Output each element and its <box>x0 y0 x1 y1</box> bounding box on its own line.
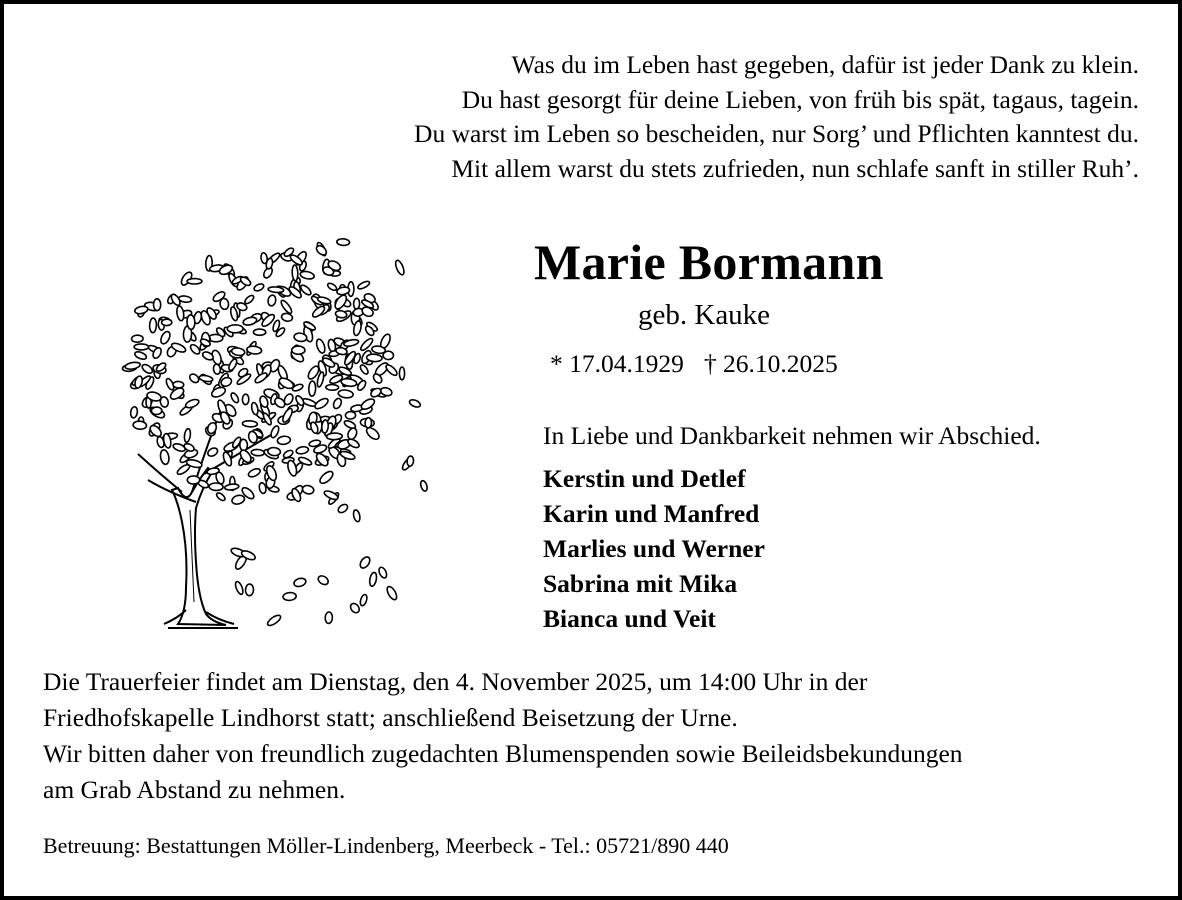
leaf <box>349 602 361 615</box>
leaf <box>247 467 261 478</box>
leaf <box>366 354 382 362</box>
service-line: am Grab Abstand zu nehmen. <box>43 775 346 804</box>
deceased-name: Marie Bormann <box>534 234 884 290</box>
leaf <box>326 384 339 390</box>
leaf <box>184 398 200 410</box>
leaf <box>277 436 291 446</box>
leaf <box>268 286 284 293</box>
poem <box>414 48 1139 186</box>
leaf <box>176 306 185 322</box>
leaf <box>377 566 388 579</box>
leaf <box>184 428 192 442</box>
mourner: Sabrina mit Mika <box>543 569 738 598</box>
leaf <box>130 406 138 418</box>
leaf <box>187 315 196 330</box>
poem-line: Du warst im Leben so bescheiden, nur Sorg’ und Pflichten kanntest du. <box>414 119 1139 148</box>
farewell-text: In Liebe und Dankbarkeit nehmen wir Abschied. <box>543 421 1041 450</box>
leaf <box>309 381 316 396</box>
leaf <box>318 469 335 485</box>
leaf <box>206 446 219 457</box>
leaf <box>338 389 354 398</box>
leaf <box>231 494 246 506</box>
leaf <box>242 394 249 405</box>
leaf <box>188 372 200 384</box>
leaf <box>317 574 330 586</box>
leaf <box>292 346 305 354</box>
leaf <box>227 325 243 333</box>
leaf <box>286 459 298 477</box>
leaf <box>347 438 361 450</box>
leaf <box>419 480 428 492</box>
leaf <box>407 456 414 467</box>
leaf <box>173 381 184 388</box>
leaf <box>210 386 226 399</box>
leaf <box>357 280 371 290</box>
leaf <box>141 363 154 375</box>
leaf <box>369 572 378 587</box>
death-date: † 26.10.2025 <box>703 349 838 378</box>
leaf <box>215 491 226 501</box>
leaf <box>323 489 339 501</box>
leaf <box>293 577 307 588</box>
leaf <box>296 446 309 455</box>
leaf <box>125 361 141 370</box>
leaf <box>384 363 398 377</box>
leaf <box>162 319 172 326</box>
leaf <box>230 392 240 404</box>
poem-line: Mit allem warst du stets zufrieden, nun schlafe sanft in stiller Ruh’. <box>451 153 1139 183</box>
leaf <box>352 509 361 522</box>
service-info <box>43 664 963 808</box>
life-dates <box>550 349 838 379</box>
leaf <box>292 265 298 281</box>
leaf <box>359 364 370 376</box>
leaf <box>134 350 148 360</box>
leaf <box>326 282 337 292</box>
leaf <box>242 316 257 326</box>
leaf <box>199 374 213 382</box>
poem-line: Du hast gesorgt für deine Lieben, von früh bis spät, tagaus, tagein. <box>461 84 1139 114</box>
leaf <box>267 295 276 307</box>
leaf <box>149 318 156 333</box>
leaf <box>266 613 282 627</box>
leaf <box>213 364 221 375</box>
leaf <box>170 293 182 307</box>
leaf <box>187 476 199 484</box>
leaf <box>313 397 329 411</box>
leaf <box>326 433 342 440</box>
leaf <box>337 503 349 515</box>
leaf <box>187 279 202 284</box>
leaf <box>281 313 293 323</box>
leaf <box>279 299 293 315</box>
leaf <box>131 335 143 342</box>
leaf <box>353 298 359 309</box>
leaf <box>151 407 162 415</box>
mourner: Kerstin und Detlef <box>543 464 746 493</box>
leaf <box>343 419 356 429</box>
leaf <box>245 584 254 596</box>
leaf <box>159 330 172 345</box>
mourner: Bianca und Veit <box>543 604 716 633</box>
leaf <box>242 420 257 427</box>
leaf <box>253 329 265 335</box>
leaf <box>267 447 280 456</box>
leaf <box>234 581 244 596</box>
windblown-tree-icon <box>108 192 438 637</box>
leaf <box>321 420 329 434</box>
leaf <box>365 417 372 428</box>
leaf <box>358 555 372 570</box>
mourner: Marlies und Werner <box>543 534 765 563</box>
leaf <box>345 412 355 420</box>
leaf <box>360 397 377 411</box>
leaf <box>253 283 265 293</box>
service-line: Wir bitten daher von freundlich zugedachten Blumenspenden sowie Beileidsbekundungen <box>43 739 963 768</box>
leaf <box>224 483 239 490</box>
leaf <box>251 402 259 415</box>
leaf <box>270 425 281 439</box>
leaf <box>385 585 398 601</box>
leaf <box>283 592 297 601</box>
leaf <box>337 238 350 245</box>
leaf <box>399 367 404 380</box>
leaf <box>227 358 238 372</box>
mourners-list <box>543 461 765 636</box>
leaf <box>302 485 315 495</box>
leaf <box>325 612 333 624</box>
leaf <box>251 449 264 456</box>
leaf <box>159 449 170 465</box>
leaf <box>189 343 202 356</box>
birth-date: * 17.04.1929 <box>550 349 684 378</box>
poem-line: Was du im Leben hast gegeben, dafür ist jeder Dank zu klein. <box>511 50 1139 79</box>
service-line: Friedhofskapelle Lindhorst statt; anschließend Beisetzung der Urne. <box>43 703 738 732</box>
leaf <box>315 244 328 257</box>
leaf <box>383 351 394 360</box>
leaf <box>134 344 148 350</box>
leaf <box>244 294 256 305</box>
leaf <box>408 398 421 408</box>
maiden-name: geb. Kauke <box>638 299 771 331</box>
leaf <box>300 270 315 280</box>
funeral-home-info: Betreuung: Bestattungen Möller-Lindenberg, Meerbeck - Tel.: 05721/890 440 <box>43 833 729 858</box>
obituary-notice <box>4 4 1178 896</box>
service-line: Die Trauerfeier findet am Dienstag, den 4. November 2025, um 14:00 Uhr in der <box>43 667 868 696</box>
leaf <box>332 397 343 410</box>
leaf <box>394 259 406 276</box>
leaf <box>133 421 147 430</box>
leaf <box>134 305 148 315</box>
leaf <box>359 594 368 607</box>
leaf <box>333 293 349 310</box>
leaf <box>153 299 160 311</box>
leaf <box>315 338 326 354</box>
mourner: Karin und Manfred <box>543 499 760 528</box>
